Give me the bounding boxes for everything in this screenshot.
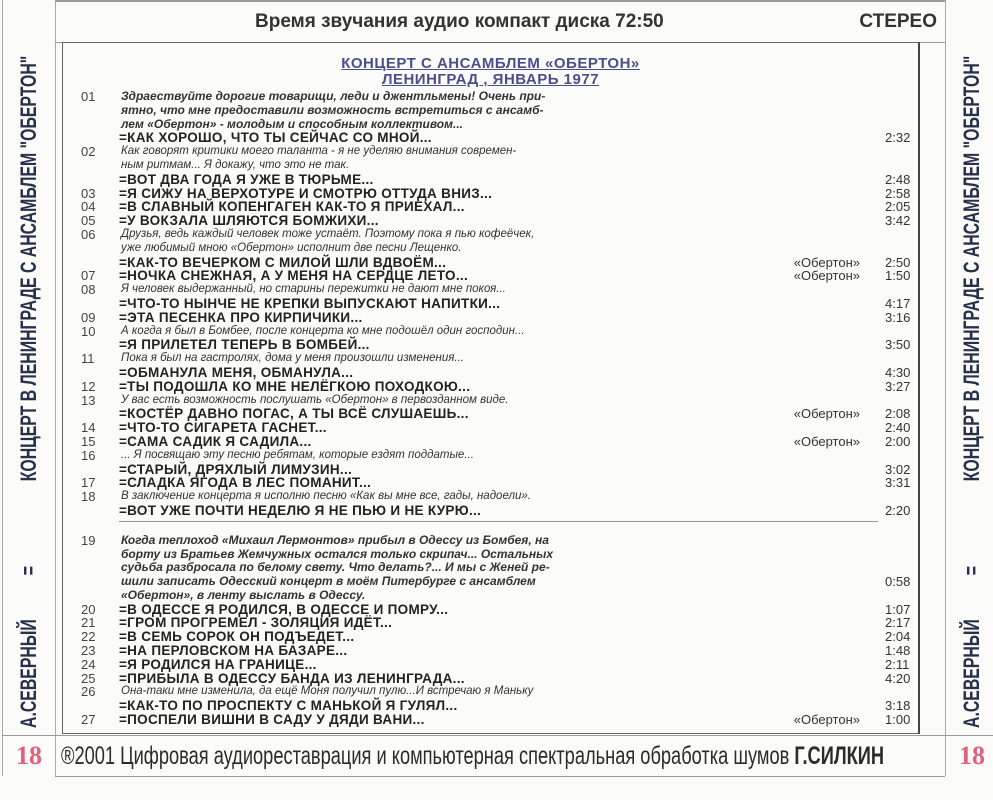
track-time: 4:30 bbox=[885, 364, 911, 380]
track-row bbox=[63, 90, 918, 104]
track-intro: Когда теплоход «Михаил Лермонтов» прибыл в Одессу из Бомбея, на bbox=[121, 532, 549, 547]
spine-number: 18 bbox=[945, 735, 993, 776]
track-time: 3:42 bbox=[885, 213, 911, 229]
track-row bbox=[63, 490, 918, 504]
track-row bbox=[63, 476, 918, 490]
track-row bbox=[63, 145, 918, 159]
track-row bbox=[63, 187, 918, 201]
spine-title bbox=[952, 8, 992, 728]
track-number: 18 bbox=[81, 489, 96, 505]
track-row bbox=[63, 421, 918, 435]
track-title: =ЧТО-ТО СИГАРЕТА ГАСНЕТ... bbox=[119, 420, 327, 436]
track-intro: ным ритмам... Я докажу, что это не так. bbox=[121, 158, 350, 171]
track-number: 06 bbox=[81, 226, 96, 242]
credit-text bbox=[61, 742, 884, 771]
spine-concert: КОНЦЕРТ В ЛЕНИНГРАДЕ С АНСАМБЛЕМ "ОБЕРТОН" bbox=[16, 55, 41, 481]
track-intro: лем «Обертон» - молодым и способным коллективом... bbox=[121, 116, 464, 131]
track-intro: ... Я посвящаю эту песню ребятам, которые ездят поддатые... bbox=[121, 448, 474, 461]
track-number: 14 bbox=[81, 420, 96, 436]
track-title: =ЭТА ПЕСЕНКА ПРО КИРПИЧИКИ... bbox=[119, 309, 363, 325]
track-number: 26 bbox=[81, 684, 96, 700]
track-row bbox=[63, 713, 918, 727]
track-time: 2:11 bbox=[885, 656, 910, 672]
track-intro: В заключение концерта я исполню песню «Как вы мне все, гады, надоели». bbox=[121, 490, 531, 503]
track-time: 2:05 bbox=[885, 199, 911, 215]
track-time: 2:20 bbox=[885, 502, 911, 518]
track-number: 01 bbox=[81, 89, 96, 104]
track-number: 03 bbox=[81, 185, 96, 201]
track-row bbox=[63, 685, 918, 699]
track-row bbox=[63, 394, 918, 408]
track-row bbox=[63, 463, 918, 477]
track-intro: Друзья, ведь каждый человек тоже устаёт. Поэтому пока я пью кофеёчек, bbox=[121, 227, 535, 240]
track-title: =У ВОКЗАЛА ШЛЯЮТСЯ БОМЖИХИ... bbox=[119, 213, 379, 229]
track-number: 05 bbox=[81, 213, 96, 229]
track-number: 24 bbox=[81, 656, 96, 672]
track-intro: ятно, что мне предоставили возможность встретиться с ансамб- bbox=[121, 102, 544, 117]
track-time: 3:27 bbox=[885, 378, 911, 394]
track-row bbox=[63, 104, 918, 118]
track-row bbox=[63, 589, 918, 603]
track-title: =ПРИБЫЛА В ОДЕССУ БАНДА ИЗ ЛЕНИНГРАДА... bbox=[119, 670, 465, 686]
track-row bbox=[63, 644, 918, 658]
track-intro: судьба разбросала по белому свету. Что делать?... И мы с Женей ре- bbox=[121, 560, 550, 575]
track-row bbox=[63, 338, 918, 352]
track-title: =КАК ХОРОШО, ЧТО ТЫ СЕЙЧАС СО МНОЙ... bbox=[119, 130, 432, 146]
track-row bbox=[63, 118, 918, 132]
track-title: =В СЕМЬ СОРОК ОН ПОДЪЕДЕТ... bbox=[119, 629, 355, 645]
track-number: 10 bbox=[81, 323, 96, 339]
track-number: 22 bbox=[81, 629, 96, 645]
spine-number: 18 bbox=[2, 735, 56, 776]
track-intro: «Обертон», в ленту выслать в Одессу. bbox=[121, 587, 366, 602]
track-title: =КАК-ТО ПО ПРОСПЕКТУ С МАНЬКОЙ Я ГУЛЯЛ... bbox=[119, 698, 458, 714]
spine-separator: = bbox=[16, 565, 41, 575]
track-performer: «Обертон» bbox=[793, 254, 860, 270]
track-intro: борту из Братьев Жемчужных остался только скрипач... Остальных bbox=[121, 546, 554, 561]
track-row bbox=[63, 269, 918, 283]
track-number: 09 bbox=[81, 309, 96, 325]
track-row bbox=[63, 699, 918, 713]
track-time: 3:50 bbox=[885, 337, 911, 353]
track-time: 4:20 bbox=[885, 670, 911, 686]
track-row bbox=[63, 173, 918, 187]
track-intro: Я человек выдержанный, но старины пережитки не дают мне покоя... bbox=[121, 283, 506, 296]
tracklist-box bbox=[62, 42, 920, 734]
track-title: =ОБМАНУЛА МЕНЯ, ОБМАНУЛА... bbox=[119, 364, 354, 380]
track-time: 2:48 bbox=[885, 171, 911, 187]
track-number: 08 bbox=[81, 282, 96, 298]
track-row bbox=[63, 242, 918, 256]
track-row bbox=[63, 435, 918, 449]
track-row bbox=[63, 325, 918, 339]
track-row bbox=[63, 214, 918, 228]
track-number: 15 bbox=[81, 433, 96, 449]
track-time: 3:16 bbox=[885, 309, 911, 325]
track-title: =КАК-ТО ВЕЧЕРКОМ С МИЛОЙ ШЛИ ВДВОЁМ... bbox=[119, 254, 447, 270]
track-row bbox=[63, 228, 918, 242]
track-row bbox=[63, 297, 918, 311]
track-time: 1:48 bbox=[885, 643, 911, 659]
track-time: 1:00 bbox=[885, 712, 911, 728]
track-time: 3:02 bbox=[885, 461, 911, 477]
track-row bbox=[63, 630, 918, 644]
track-number: 07 bbox=[81, 268, 96, 284]
track-number: 21 bbox=[81, 615, 96, 631]
track-row bbox=[63, 200, 918, 214]
track-intro: Она-таки мне изменила, да ещё Моня получил пулю...И встречаю я Маньку bbox=[121, 685, 534, 698]
track-intro: Как говорят критики моего таланта - я не уделяю внимания современ- bbox=[121, 145, 517, 158]
track-title: =СТАРЫЙ, ДРЯХЛЫЙ ЛИМУЗИН... bbox=[119, 461, 353, 477]
track-title: =Я РОДИЛСЯ НА ГРАНИЦЕ... bbox=[119, 656, 317, 672]
track-number: 17 bbox=[81, 475, 96, 491]
track-time: 2:32 bbox=[885, 130, 911, 146]
track-row bbox=[63, 616, 918, 630]
track-time: 0:58 bbox=[885, 574, 911, 590]
track-number: 02 bbox=[81, 144, 96, 160]
track-row bbox=[63, 449, 918, 463]
track-title: =НА ПЕРЛОВСКОМ НА БАЗАРЕ... bbox=[119, 643, 348, 659]
track-row bbox=[63, 256, 918, 270]
track-row bbox=[63, 352, 918, 366]
track-performer: «Обертон» bbox=[793, 268, 860, 284]
track-row bbox=[63, 658, 918, 672]
header bbox=[55, 0, 945, 43]
spine-separator: = bbox=[959, 565, 984, 575]
track-intro: шили записать Одесский концерт в моём Питербурге с ансамблем bbox=[121, 574, 536, 589]
track-title: =ВОТ ДВА ГОДА Я УЖЕ В ТЮРЬМЕ... bbox=[119, 171, 374, 187]
track-title: =ВОТ УЖЕ ПОЧТИ НЕДЕЛЮ Я НЕ ПЬЮ И НЕ КУРЮ... bbox=[119, 502, 482, 518]
track-number: 19 bbox=[81, 532, 96, 548]
track-title: =Я СИЖУ НА ВЕРХОТУРЕ И СМОТРЮ ОТТУДА ВНИЗ... bbox=[119, 185, 493, 201]
track-number: 11 bbox=[81, 351, 95, 367]
track-intro: уже любимый мною «Обертон» исполнит две песни Лещенко. bbox=[121, 241, 462, 254]
track-row bbox=[63, 534, 918, 548]
track-number: 16 bbox=[81, 447, 96, 463]
right-spine bbox=[945, 0, 993, 735]
track-number: 27 bbox=[81, 712, 96, 728]
spine-title bbox=[9, 8, 49, 728]
track-number: 12 bbox=[81, 378, 96, 394]
track-time: 2:00 bbox=[885, 433, 911, 449]
track-title: =В ОДЕССЕ Я РОДИЛСЯ, В ОДЕССЕ И ПОМРУ... bbox=[119, 601, 449, 617]
track-number: 20 bbox=[81, 601, 96, 617]
track-time: 2:58 bbox=[885, 185, 911, 201]
track-title: =САМА САДИК Я САДИЛА... bbox=[119, 433, 312, 449]
track-number: 23 bbox=[81, 643, 96, 659]
track-time: 3:31 bbox=[885, 475, 911, 491]
spine-concert: КОНЦЕРТ В ЛЕНИНГРАДЕ С АНСАМБЛЕМ "ОБЕРТОН" bbox=[959, 55, 984, 481]
track-row bbox=[63, 603, 918, 617]
track-intro: Здраествуйте дорогие товарищи, леди и джентльмены! Очень при- bbox=[121, 89, 546, 103]
track-time: 1:50 bbox=[885, 268, 911, 284]
section-divider bbox=[119, 521, 878, 522]
track-title: =ТЫ ПОДОШЛА КО МНЕ НЕЛЁГКОЮ ПОХОДКОЮ... bbox=[119, 378, 471, 394]
track-time: 2:17 bbox=[885, 615, 911, 631]
stereo-label: СТЕРЕО bbox=[859, 11, 937, 32]
track-time: 3:18 bbox=[885, 698, 911, 714]
track-title: =НОЧКА СНЕЖНАЯ, А У МЕНЯ НА СЕРДЦЕ ЛЕТО... bbox=[119, 268, 468, 284]
track-row bbox=[63, 561, 918, 575]
track-time: 2:08 bbox=[885, 406, 911, 422]
track-row bbox=[63, 407, 918, 421]
track-time: 2:50 bbox=[885, 254, 911, 270]
track-time: 2:04 bbox=[885, 629, 911, 645]
track-time: 4:17 bbox=[885, 295, 911, 311]
track-title: =КОСТЁР ДАВНО ПОГАС, А ТЫ ВСЁ СЛУШАЕШЬ... bbox=[119, 406, 469, 422]
track-number: 25 bbox=[81, 670, 96, 686]
track-performer: «Обертон» bbox=[793, 712, 860, 728]
spine-artist: А.СЕВЕРНЫЙ bbox=[959, 618, 984, 728]
track-row bbox=[63, 283, 918, 297]
track-row bbox=[63, 548, 918, 562]
track-intro: У вас есть возможность послушать «Обертон» в первозданном виде. bbox=[121, 393, 509, 406]
track-title: =СЛАДКА ЯГОДА В ЛЕС ПОМАНИТ... bbox=[119, 475, 372, 491]
track-list bbox=[63, 90, 918, 727]
track-title: =Я ПРИЛЕТЕЛ ТЕПЕРЬ В БОМБЕЙ... bbox=[119, 337, 370, 353]
track-row bbox=[63, 131, 918, 145]
track-time: 2:40 bbox=[885, 420, 911, 436]
track-title: =ЧТО-ТО НЫНЧЕ НЕ КРЕПКИ ВЫПУСКАЮТ НАПИТКИ... bbox=[119, 295, 501, 311]
credit-label: ®2001 Цифровая аудиореставрация и компьютерная спектральная обработка шумов bbox=[61, 742, 795, 770]
concert-subtitle: ЛЕНИНГРАД , ЯНВАРЬ 1977 bbox=[381, 71, 600, 88]
track-performer: «Обертон» bbox=[793, 406, 860, 422]
footer bbox=[55, 735, 945, 777]
credit-author: Г.СИЛКИН bbox=[794, 742, 885, 770]
spine-artist: А.СЕВЕРНЫЙ bbox=[16, 618, 41, 728]
track-number: 13 bbox=[81, 392, 96, 408]
track-title: =В СЛАВНЫЙ КОПЕНГАГЕН КАК-ТО Я ПРИЕХАЛ... bbox=[119, 199, 465, 215]
track-title: =ГРОМ ПРОГРЕМЕЛ - ЗОЛЯЦИЯ ИДЁТ... bbox=[119, 615, 393, 631]
track-time: 1:07 bbox=[885, 601, 911, 617]
track-row bbox=[63, 159, 918, 173]
track-row bbox=[63, 504, 918, 518]
concert-title: КОНЦЕРТ С АНСАМБЛЕМ «ОБЕРТОН» bbox=[341, 55, 640, 72]
left-spine bbox=[2, 0, 56, 735]
track-number: 04 bbox=[81, 199, 96, 215]
track-intro: Пока я был на гастролях, дома у меня произошли изменения... bbox=[121, 352, 465, 365]
track-row bbox=[63, 311, 918, 325]
track-row bbox=[63, 380, 918, 394]
track-row bbox=[63, 366, 918, 380]
track-title: =ПОСПЕЛИ ВИШНИ В САДУ У ДЯДИ ВАНИ... bbox=[119, 712, 425, 728]
track-row bbox=[63, 575, 918, 589]
total-duration: Время звучания аудио компакт диска 72:50 bbox=[255, 11, 664, 32]
track-intro: А когда я был в Бомбее, после концерта ко мне подошёл один господин... bbox=[121, 324, 525, 337]
track-row bbox=[63, 672, 918, 686]
track-performer: «Обертон» bbox=[793, 433, 860, 449]
